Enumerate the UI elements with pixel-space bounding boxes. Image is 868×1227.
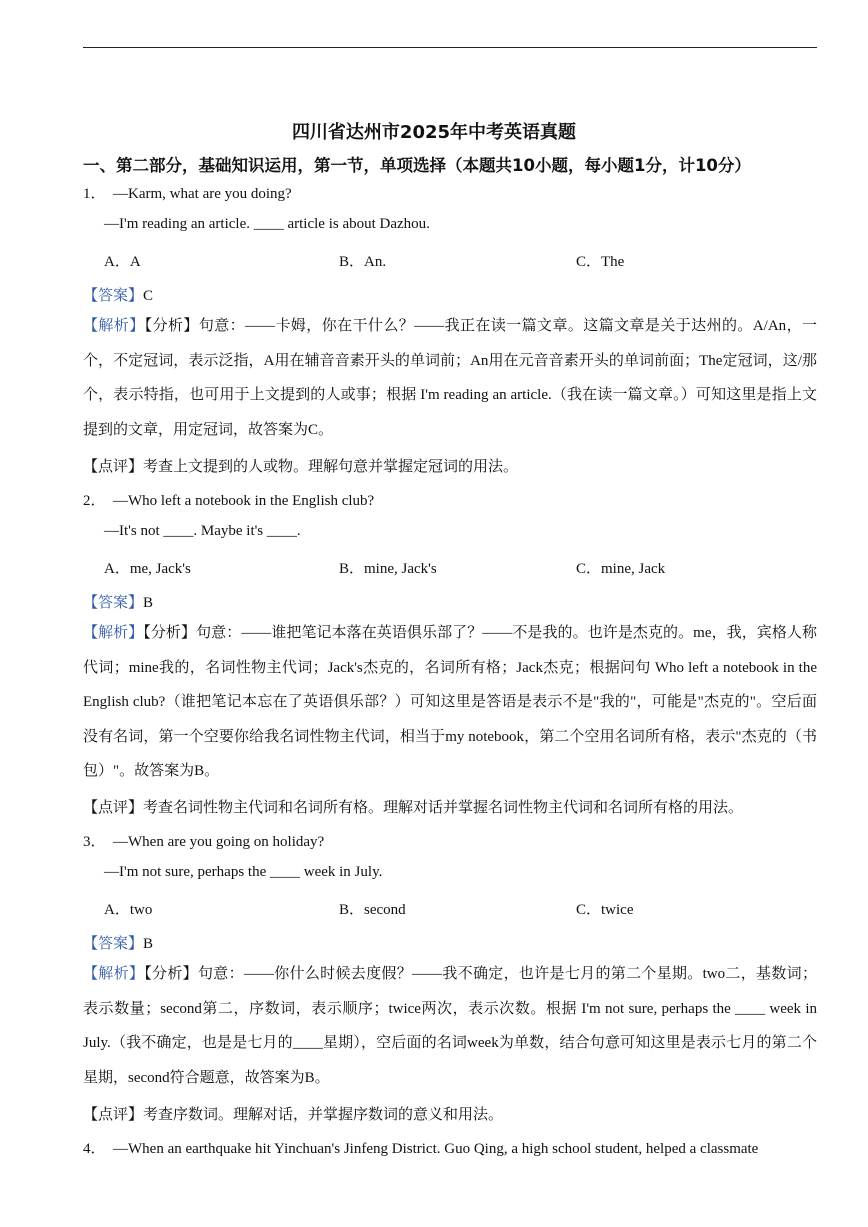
- question-2-reply: —It's not ____. Maybe it's ____.: [104, 523, 301, 539]
- q1-comment: [83, 455, 518, 476]
- analysis-label: 【解析】: [83, 318, 145, 334]
- question-number: 4．: [83, 1141, 106, 1157]
- comment-label: 【点评】: [83, 1107, 144, 1123]
- q3-analysis: [83, 957, 817, 1095]
- q3-option-a: A．two: [104, 902, 153, 918]
- section-heading: 一、第二部分，基础知识运用，第一节，单项选择（本题共10小题，每小题1分，计10分）: [83, 156, 751, 175]
- fenxi-label: 【分析】: [143, 625, 197, 641]
- answer-label: 【答案】: [83, 595, 144, 611]
- question-number: 2．: [83, 493, 106, 509]
- q2-analysis: [83, 616, 817, 789]
- fenxi-label: 【分析】: [144, 966, 198, 982]
- question-4-prompt: [83, 1137, 758, 1158]
- analysis-text: 句意：——你什么时候去度假？——我不确定，也许是七月的第二个星期。two二，基数词；表示数量；second第二，序数词，表示顺序；twice两次，表示次数。根据 I'm not sure, perhaps the ____ week in July.（我不确定，也是是七月的____星期），空后面的名词week为单数，结合句意可知这里是表示七月的第二个星期，second符合题意，故答案为B。: [83, 966, 817, 1086]
- q1-option-a: A．A: [104, 254, 141, 270]
- q2-comment: [83, 796, 743, 817]
- fenxi-label: 【分析】: [144, 318, 199, 334]
- page-title: 四川省达州市2025年中考英语真题: [291, 122, 577, 143]
- question-number: 1．: [83, 186, 106, 202]
- q3-comment: [83, 1103, 503, 1124]
- q1-option-b: B．An.: [339, 254, 387, 270]
- question-line: —Karm, what are you doing?: [113, 186, 292, 202]
- q2-answer: [83, 591, 153, 612]
- question-3-prompt: [83, 830, 324, 851]
- header-rule: [83, 47, 817, 48]
- comment-text: 考查上文提到的人或物。理解句意并掌握定冠词的用法。: [143, 459, 519, 475]
- answer-label: 【答案】: [83, 288, 144, 304]
- analysis-text: 句意：——谁把笔记本落在英语俱乐部了？——不是我的。也许是杰克的。me，我，宾格人称代词；mine我的，名词性物主代词；Jack's杰克的，名词所有格；Jack杰克；根据问句 Who left a notebook in the English club?（谁把笔记本忘在了英语俱乐部？）可知这里是答语是表示不是"我的"，可能是"杰克的"。空后面没有名词，第一个空要你给我名词性物主代词，相当于my notebook，第二个空用名词所有格，表示"杰克的（书包）"。故答案为B。: [83, 625, 817, 779]
- question-3-reply: —I'm not sure, perhaps the ____ week in July.: [104, 864, 383, 880]
- q2-option-c: C．mine, Jack: [576, 561, 666, 577]
- q2-option-b: B．mine, Jack's: [339, 561, 437, 577]
- comment-text: 考查序数词。理解对话，并掌握序数词的意义和用法。: [143, 1107, 504, 1123]
- q3-option-b: B．second: [339, 902, 406, 918]
- q1-option-c: C．The: [576, 254, 625, 270]
- question-1-prompt: [83, 182, 292, 203]
- question-line: —When are you going on holiday?: [113, 834, 325, 850]
- question-line: —Who left a notebook in the English club?: [113, 493, 375, 509]
- question-line: —When an earthquake hit Yinchuan's Jinfeng District. Guo Qing, a high school student, helped a classmate: [113, 1141, 759, 1157]
- comment-label: 【点评】: [83, 459, 144, 475]
- answer-label: 【答案】: [83, 936, 144, 952]
- q3-option-c: C．twice: [576, 902, 634, 918]
- analysis-label: 【解析】: [83, 966, 145, 982]
- q1-answer: [83, 284, 153, 305]
- answer-value: B: [143, 595, 154, 611]
- question-1-reply: —I'm reading an article. ____ article is about Dazhou.: [104, 216, 430, 232]
- analysis-label: 【解析】: [83, 625, 144, 641]
- answer-value: B: [143, 936, 154, 952]
- analysis-text: 句意：——卡姆，你在干什么？——我正在读一篇文章。这篇文章是关于达州的。A/An，一个，不定冠词，表示泛指，A用在辅音音素开头的单词前；An用在元音音素开头的单词前面；The定冠词，这/那个，表示特指，也可用于上文提到的人或事；根据 I'm reading an article.（我在读一篇文章。）可知这里是指上文提到的文章，用定冠词，故答案为C。: [83, 318, 817, 438]
- question-number: 3．: [83, 834, 106, 850]
- comment-text: 考查名词性物主代词和名词所有格。理解对话并掌握名词性物主代词和名词所有格的用法。: [143, 800, 744, 816]
- question-2-prompt: [83, 489, 374, 510]
- q1-analysis: [83, 309, 817, 447]
- q2-option-a: A．me, Jack's: [104, 561, 191, 577]
- q3-answer: [83, 932, 153, 953]
- answer-value: C: [143, 288, 154, 304]
- comment-label: 【点评】: [83, 800, 144, 816]
